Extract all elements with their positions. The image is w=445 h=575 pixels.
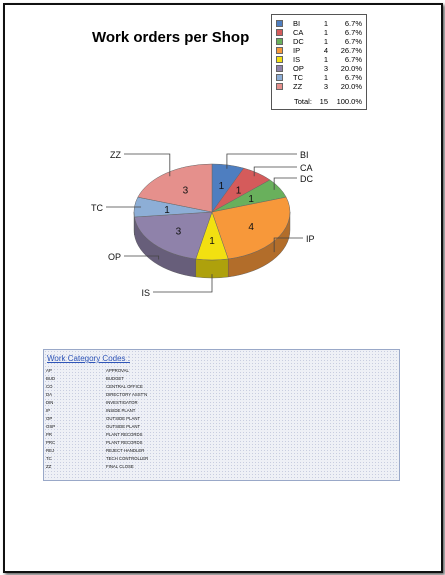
code-description: DIRECTORY ASST'N <box>106 392 148 397</box>
leader-line-zz <box>124 154 170 176</box>
pie-category-label-ip: IP <box>306 234 315 244</box>
legend-percent: 6.7% <box>344 73 362 82</box>
legend-percent: 6.7% <box>344 28 362 37</box>
code-value: PR <box>46 432 52 437</box>
code-description: OUTSIDE PLANT <box>106 416 141 421</box>
pie-value-label-tc: 1 <box>164 205 170 217</box>
pie-category-label-zz: ZZ <box>110 150 121 160</box>
legend-code: TC <box>293 73 303 82</box>
legend-count: 4 <box>323 46 328 55</box>
pie-value-label-op: 3 <box>175 226 182 238</box>
code-value: REJ <box>46 448 55 453</box>
code-description: CENTRAL OFFICE <box>106 384 143 389</box>
code-description: OUTSIDE PLANT <box>106 424 141 429</box>
pie-value-label-bi: 1 <box>218 180 225 192</box>
code-description: APPROVAL <box>106 368 129 373</box>
legend-count: 3 <box>323 64 328 73</box>
code-value: PRC <box>46 440 56 445</box>
pie-category-label-tc: TC <box>91 203 103 213</box>
code-value: IP <box>46 408 51 413</box>
pie-category-label-dc: DC <box>300 174 313 184</box>
code-description: FINAL CLOSE <box>106 464 134 469</box>
pie-value-label-ip: 4 <box>248 221 254 233</box>
pie-category-label-is: IS <box>141 288 150 298</box>
code-description: INVESTIGATOR <box>106 400 138 405</box>
legend-count: 1 <box>323 28 328 37</box>
code-description: PLANT RECORDS <box>106 440 143 445</box>
legend-count: 1 <box>323 55 328 64</box>
legend-code: IS <box>293 55 301 64</box>
code-value: BUD <box>46 376 56 381</box>
legend-count: 1 <box>323 37 328 46</box>
code-value: DA <box>46 392 52 397</box>
code-value: DIN <box>46 400 54 405</box>
legend-code: BI <box>293 19 301 28</box>
legend-count: 3 <box>323 82 328 91</box>
code-description: BUDGET <box>106 376 124 381</box>
legend-percent: 6.7% <box>344 37 362 46</box>
legend-percent: 6.7% <box>344 19 362 28</box>
legend-count: 1 <box>323 19 328 28</box>
code-value: ZZ <box>46 464 52 469</box>
code-description: PLANT RECORDS <box>106 432 143 437</box>
code-value: TC <box>46 456 52 461</box>
legend-code: IP <box>293 46 301 55</box>
legend-code: CA <box>293 28 304 37</box>
code-value: AP <box>46 368 52 373</box>
code-value: CO <box>46 384 53 389</box>
pie-category-label-op: OP <box>107 252 121 262</box>
pie-value-label-dc: 1 <box>248 194 254 206</box>
code-value: OSP <box>46 424 56 429</box>
chart-title: Work orders per Shop <box>92 29 250 46</box>
legend-percent: 6.7% <box>344 55 362 64</box>
legend-percent: 20.0% <box>340 64 362 73</box>
pie-category-label-ca: CA <box>300 163 313 173</box>
legend-total-label: Total: <box>294 97 312 106</box>
legend-code: ZZ <box>293 82 303 91</box>
code-description: TECH CONTROLLER <box>106 456 149 461</box>
legend-count: 1 <box>323 73 328 82</box>
legend-code: OP <box>293 64 304 73</box>
pie-value-label-is: 1 <box>209 235 215 247</box>
code-description: REJECT HANDLER <box>106 448 145 453</box>
legend-percent: 26.7% <box>340 46 362 55</box>
legend-code: DC <box>293 37 304 46</box>
code-value: OP <box>46 416 53 421</box>
legend-percent: 20.0% <box>340 82 362 91</box>
code-description: INSIDE PLANT <box>106 408 136 413</box>
codes-title[interactable]: Work Category Codes : <box>47 354 130 363</box>
pie-value-label-zz: 3 <box>182 185 189 197</box>
pie-category-label-bi: BI <box>300 150 309 160</box>
legend-total-percent: 100.0% <box>336 97 362 106</box>
legend-total-count: 15 <box>319 97 328 106</box>
pie-value-label-ca: 1 <box>235 185 242 197</box>
